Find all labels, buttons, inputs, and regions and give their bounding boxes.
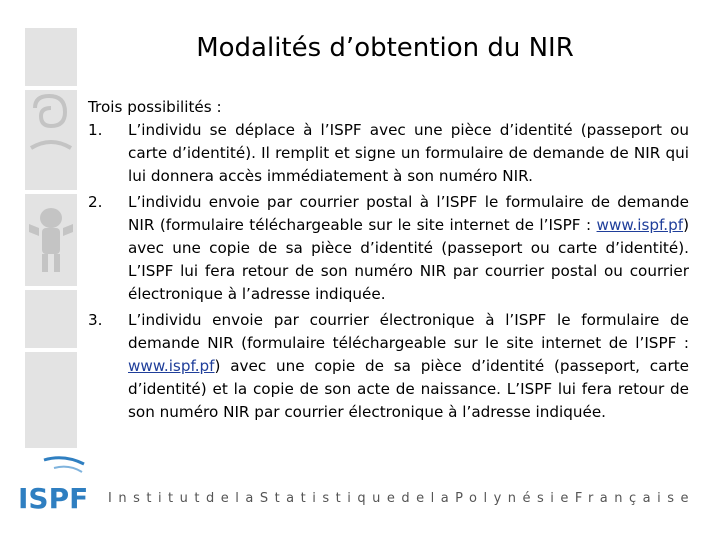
slide-title: Modalités d’obtention du NIR bbox=[196, 33, 574, 63]
footer-word: Française bbox=[574, 491, 696, 506]
footer-word: de bbox=[206, 491, 236, 506]
logo-text: ISPF bbox=[18, 482, 89, 515]
item-number: 1. bbox=[88, 121, 103, 139]
intro-text: Trois possibilités : bbox=[88, 98, 222, 116]
footer-word: Institut bbox=[108, 491, 206, 506]
footer-word: Statistique bbox=[259, 491, 402, 506]
ispf-website-link[interactable]: www.ispf.pf bbox=[128, 357, 215, 375]
list-item bbox=[88, 119, 689, 188]
item-text-before: L’individu envoie par courrier électronique à l’ISPF le formulaire de demande NIR (formulaire téléchargeable sur le site internet de l’ISPF : bbox=[128, 311, 689, 352]
item-text-before: L’individu envoie par courrier postal à l’ISPF le formulaire de demande NIR (formulaire téléchargeable sur le site internet de l’ISPF : bbox=[128, 193, 689, 234]
list-item bbox=[88, 309, 689, 424]
footer-word: la bbox=[430, 491, 456, 506]
item-text: L’individu se déplace à l’ISPF avec une pièce d’identité (passeport ou carte d’identité). Il remplit et signe un formulaire de demande de NIR qui lui donnera accès immédiatement à son numéro NIR. bbox=[128, 121, 689, 185]
item-number: 3. bbox=[88, 311, 103, 329]
footer-word: Polynésie bbox=[455, 491, 575, 506]
ispf-website-link[interactable]: www.ispf.pf bbox=[596, 216, 684, 234]
ispf-logo bbox=[14, 454, 92, 516]
tiki-figure-icon bbox=[25, 28, 77, 448]
slide-body bbox=[88, 96, 689, 427]
item-number: 2. bbox=[88, 193, 103, 211]
possibilities-list bbox=[88, 119, 689, 424]
footer-word: de bbox=[401, 491, 431, 506]
footer-word: la bbox=[235, 491, 260, 506]
decorative-band bbox=[25, 28, 77, 448]
item-text-after: ) avec une copie de sa pièce d’identité (passeport ou carte d’identité). L’ISPF lui fera retour de son numéro NIR par courrier postal ou courrier électronique à l’adresse indiquée. bbox=[128, 216, 689, 303]
item-text-after: ) avec une copie de sa pièce d’identité (passeport, carte d’identité) et la copie de son acte de naissance. L’ISPF lui fera retour de son numéro NIR par courrier électronique à l’adresse indiquée. bbox=[128, 357, 689, 421]
footer-institute-name bbox=[108, 491, 696, 506]
list-item bbox=[88, 191, 689, 306]
